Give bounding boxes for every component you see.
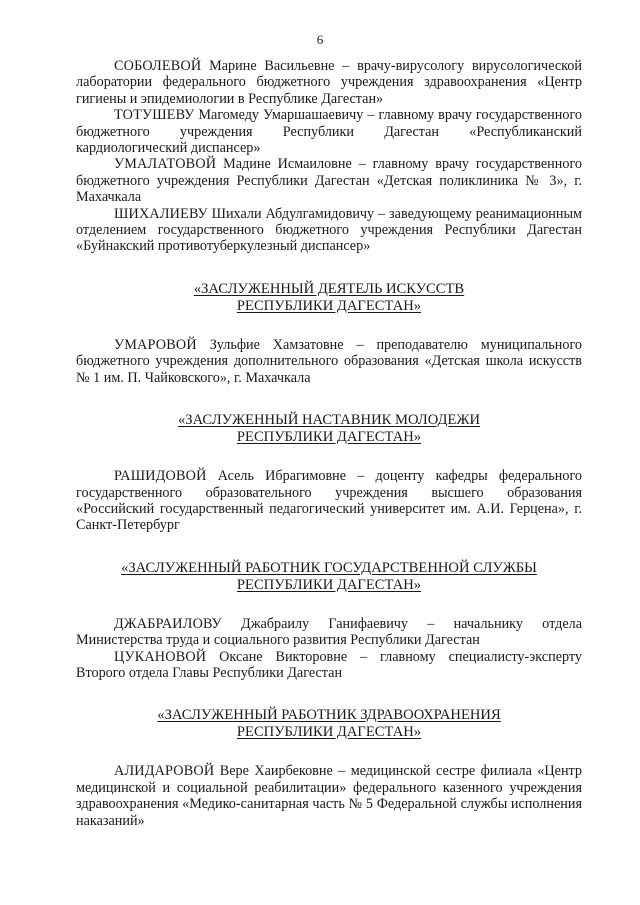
- entry-surname: ШИХАЛИЕВУ: [114, 205, 208, 222]
- award-section-healthcare: [76, 707, 582, 829]
- section-entries: [76, 763, 582, 829]
- award-entry: [76, 107, 582, 156]
- section-entries: [76, 468, 582, 534]
- section-heading: «ЗАСЛУЖЕННЫЙ РАБОТНИК ГОСУДАРСТВЕННОЙ СЛУЖБЫ РЕСПУБЛИКИ ДАГЕСТАН»: [121, 559, 537, 593]
- award-entry: [76, 763, 582, 829]
- entry-surname: УМАЛАТОВОЙ: [114, 156, 217, 173]
- entry-details: Мадине Исмаиловне – главному врачу государственного бюджетного учреждения Республики Дагестан «Детская поликлиника № 3», г. Махачкала: [76, 156, 582, 206]
- section-entries: [76, 337, 582, 386]
- award-section-arts: [76, 281, 582, 386]
- award-entry: [76, 206, 582, 255]
- award-section-civil-service: [76, 560, 582, 682]
- entry-details: Оксане Викторовне – главному специалисту-эксперту Второго отдела Главы Республики Дагестан: [76, 648, 583, 681]
- entry-surname: ДЖАБРАИЛОВУ: [114, 615, 222, 632]
- entry-surname: РАШИДОВОЙ: [114, 468, 207, 485]
- section-heading: «ЗАСЛУЖЕННЫЙ РАБОТНИК ЗДРАВООХРАНЕНИЯ РЕСПУБЛИКИ ДАГЕСТАН»: [157, 707, 501, 741]
- entry-surname: СОБОЛЕВОЙ: [114, 58, 202, 74]
- entry-details: Асель Ибрагимовне – доценту кафедры федерального государственного образовательного учреждения высшего образования «Российский государственный педагогический университет им. А.И. Герцена», г. Санкт-Петербург: [76, 468, 583, 534]
- award-section-youth-mentor: [76, 412, 582, 534]
- section-heading: «ЗАСЛУЖЕННЫЙ ДЕЯТЕЛЬ ИСКУССТВ РЕСПУБЛИКИ ДАГЕСТАН»: [193, 280, 465, 314]
- entry-details: Вере Хаирбековне – медицинской сестре филиала «Центр медицинской и социальной реабилитации» федерального казенного учреждения здравоохранения «Медико-санитарная часть № 5 Федеральной службы исполнения наказаний»: [76, 763, 582, 829]
- section-heading: «ЗАСЛУЖЕННЫЙ НАСТАВНИК МОЛОДЕЖИ РЕСПУБЛИКИ ДАГЕСТАН»: [178, 412, 480, 446]
- award-entry: [76, 156, 582, 205]
- award-entry: [76, 58, 582, 107]
- entry-details: Магомеду Умаршашаевичу – главному врачу государственного бюджетного учреждения Республики Дагестан «Республиканский кардиологический диспансер»: [76, 107, 583, 157]
- entry-details: Зульфие Хамзатовне – преподавателю муниципального бюджетного учреждения дополнительного образования «Детская школа искусств № 1 им. П. Чайковского», г. Махачкала: [76, 336, 582, 386]
- entry-surname: ТОТУШЕВУ: [114, 107, 195, 124]
- award-entry: [76, 337, 582, 386]
- entry-surname: ЦУКАНОВОЙ: [114, 648, 207, 665]
- section-entries: [76, 616, 582, 682]
- document-body: [76, 58, 582, 829]
- entry-details: Шихали Абдулгамидовичу – заведующему реанимационным отделением государственного бюджетного учреждения Республики Дагестан «Буйнакский противотуберкулезный диспансер»: [76, 205, 582, 255]
- award-entry: [76, 616, 582, 649]
- entry-surname: АЛИДАРОВОЙ: [114, 763, 215, 780]
- page-number: 6: [316, 32, 324, 47]
- entry-details: Джабраилу Ганифаевичу – начальнику отдела Министерства труда и социального развития Республики Дагестан: [76, 615, 582, 649]
- entry-details: Марине Васильевне – врачу-вирусологу вирусологической лаборатории федерального бюджетного учреждения здравоохранения «Центр гигиены и эпидемиологии в Республике Дагестан»: [76, 58, 582, 107]
- intro-entries: [76, 58, 582, 255]
- award-entry: [76, 468, 582, 534]
- entry-surname: УМАРОВОЙ: [114, 336, 197, 353]
- award-entry: [76, 649, 582, 682]
